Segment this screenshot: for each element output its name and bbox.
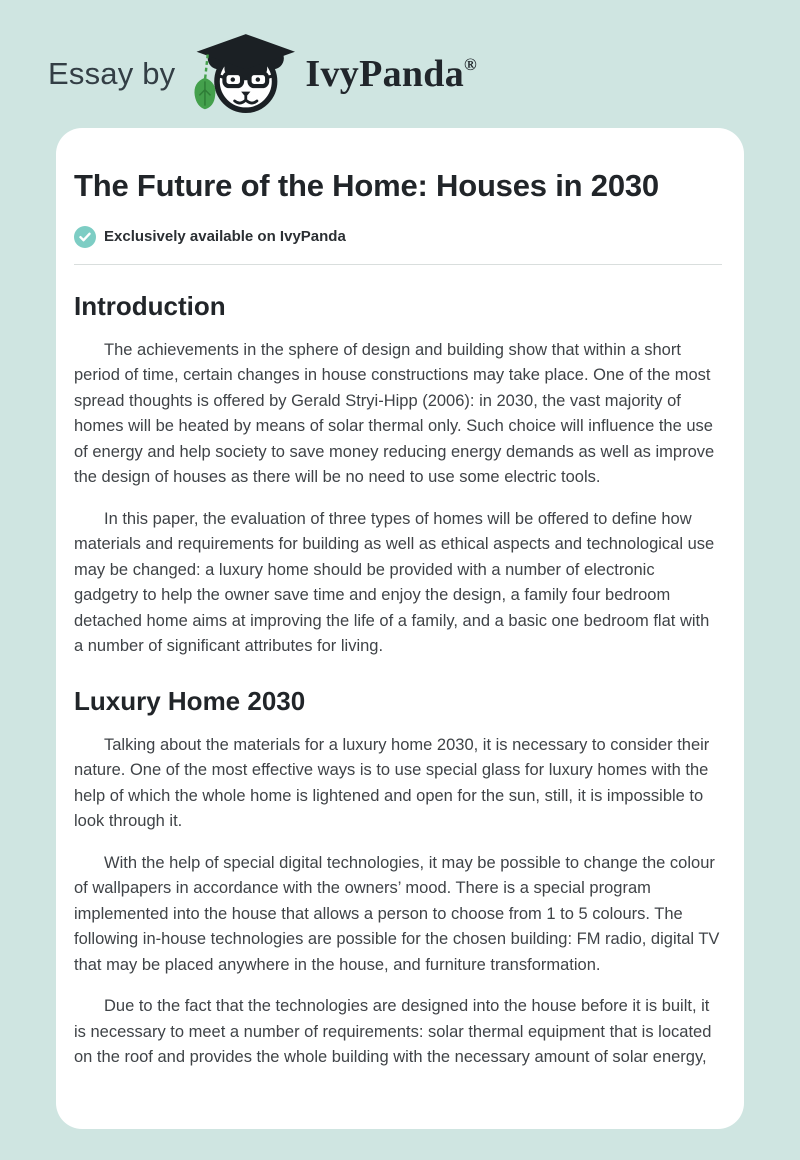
paragraph: Talking about the materials for a luxury home 2030, it is necessary to consider their nature. One of the most effective ways is to use special glass for luxury homes with the help of which the whole home is lightened and open for the sun, still, it is impossible to look through it. <box>74 735 710 831</box>
availability-label: Exclusively available on IvyPanda <box>104 228 346 246</box>
essay-card <box>56 128 744 1129</box>
page-title: The Future of the Home: Houses in 2030 <box>74 168 659 203</box>
header <box>48 32 744 116</box>
check-circle-icon <box>74 226 96 248</box>
registered-mark: ® <box>464 55 478 74</box>
panda-graduate-icon <box>191 32 295 116</box>
section-heading-luxury-home: Luxury Home 2030 <box>74 685 306 716</box>
brand-name: IvyPanda <box>305 53 465 95</box>
paragraph: The achievements in the sphere of design and building show that within a short period of time, certain changes in house constructions may take place. One of the most spread thoughts is offered by Gerald Stryi-Hipp (2006): in 2030, the vast majority of homes will be heated by means of solar thermal only. Such choice will influence the use of energy and help society to save money reducing energy demands as well as improve the design of houses as there will be no need to use some electric tools. <box>74 340 715 487</box>
paragraph: In this paper, the evaluation of three types of homes will be offered to define how materials and requirements for building as well as ethical aspects and technological use may be changed: a luxury home should be provided with a number of electronic gadgetry to help the owner save time and enjoy the design, a family four bedroom detached home aims at improving the life of a family, and a basic one bedroom flat with a number of significant attributes for living. <box>74 509 715 656</box>
brand-wordmark <box>305 52 477 96</box>
paragraph: With the help of special digital technologies, it may be possible to change the colour of wallpapers in accordance with the owners’ mood. There is a special program implemented into the house that allows a person to choose from 1 to 5 colours. The following in-house technologies are possible for the chosen building: FM radio, digital TV that may be placed anywhere in the house, and furniture transformation. <box>74 853 720 974</box>
divider <box>74 264 722 265</box>
essay-by-label: Essay by <box>48 56 176 91</box>
section-heading-introduction: Introduction <box>74 290 226 321</box>
paragraph: Due to the fact that the technologies are designed into the house before it is built, it is necessary to meet a number of requirements: solar thermal equipment that is located on the roof and provides the whole building with the necessary amount of solar energy, <box>74 997 712 1067</box>
availability-row <box>74 226 722 248</box>
